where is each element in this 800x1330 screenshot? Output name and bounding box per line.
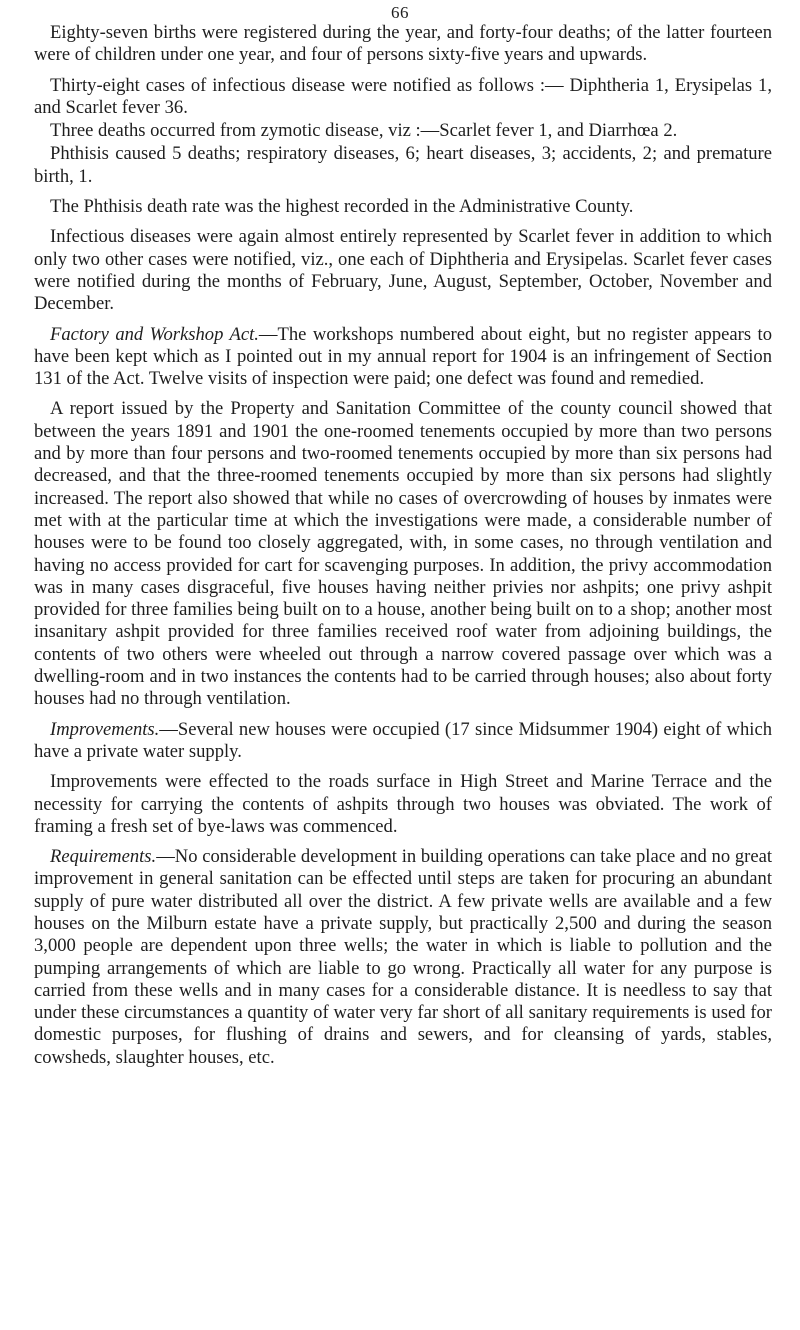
births-paragraph: Eighty-seven births were registered during the year, and forty-four deaths; of the latter fourteen were of children under one year, and four of persons sixty-five years and upwards. — [34, 22, 772, 66]
factory-workshop-text: —The workshops numbered about eight, but no register appears to have been kept which as I pointed out in my annual report for 1904 is an infringement of Section 131 of the Act. Twelve visits of inspection were paid; one defect was found and remedied. — [34, 323, 772, 390]
requirements-heading: Requirements. — [50, 846, 157, 868]
phthisis-rate-paragraph: The Phthisis death rate was the highest recorded in the Administrative County. — [50, 196, 634, 218]
requirements-text: —No considerable development in building operations can take place and no great improvement in general sanitation can be effected until steps are taken for procuring an abundant supply of pure water distributed all over the district. A few private wells are available and a few houses on the Milburn estate have a private supply, but practically 2,500 and during the season 3,000 people are dependent upon three wells; the water in which is liable to pollution and the pumping arrangements of which are liable to go wrong. Practically all water for any purpose is carried from these wells and in many cases for a considerable distance. It is needless to say that under these circumstances a quantity of water very far short of all sanitary requirements is used for domestic purposes, for flushing of drains and sewers, and for cleansing of yards, stables, cowsheds, slaughter houses, etc. — [34, 846, 772, 1068]
page-number: 66 — [391, 3, 409, 22]
infectious-cases-paragraph: Thirty-eight cases of infectious disease were notified as follows :— Diphtheria 1, Erysipelas 1, and Scarlet fever 36. — [34, 74, 772, 118]
factory-workshop-heading: Factory and Workshop Act. — [50, 323, 259, 345]
improvements-text: —Several new houses were occupied (17 since Midsummer 1904) eight of which have a private water supply. — [34, 718, 772, 762]
improvements-heading: Improvements. — [50, 718, 160, 740]
report-body — [34, 22, 772, 1077]
factory-workshop-paragraph — [34, 324, 772, 391]
infectious-diseases-paragraph: Infectious diseases were again almost entirely represented by Scarlet fever in addition to which only two other cases were notified, viz., one each of Diphtheria and Erysipelas. Scarlet fever cases were notified during the months of February, June, August, September, October, November and December. — [34, 226, 772, 315]
property-report-paragraph: A report issued by the Property and Sanitation Committee of the county council showed that between the years 1891 and 1901 the one-roomed tenements occupied by more than two persons and by more than four persons and two-roomed tenements occupied by more than six persons had decreased, and that the three-roomed tenements occupied by more than six persons had slightly increased. The report also showed that while no cases of overcrowding of houses by inmates were met with at the particular time at which the investigations were made, a considerable number of houses were to be found too closely aggregated, with, in some cases, no through ventilation and having no access provided for cart for scavenging purposes. In addition, the privy accommodation was in many cases disgraceful, five houses having neither privies nor ashpits; one privy ashpit provided for three families being built on to a house, another being built on to a shop; another most insanitary ashpit provided for three families received roof water from adjoining buildings, the contents of two others were wheeled out through a narrow covered passage over which was a dwelling-room and in two instances the contents had to be carried through houses; also about forty houses had no through ventilation. — [34, 398, 772, 710]
requirements-paragraph — [34, 846, 772, 1069]
improvements-roads-paragraph: Improvements were effected to the roads surface in High Street and Marine Terrace and the necessity for carrying the contents of ashpits through two houses was obviated. The work of framing a fresh set of bye-laws was commenced. — [34, 771, 772, 837]
zymotic-paragraph: Three deaths occurred from zymotic disease, viz :—Scarlet fever 1, and Diarrhœa 2. — [50, 120, 678, 142]
phthisis-causes-paragraph: Phthisis caused 5 deaths; respiratory diseases, 6; heart diseases, 3; accidents, 2; and premature birth, 1. — [34, 143, 772, 187]
improvements-paragraph — [34, 719, 772, 764]
